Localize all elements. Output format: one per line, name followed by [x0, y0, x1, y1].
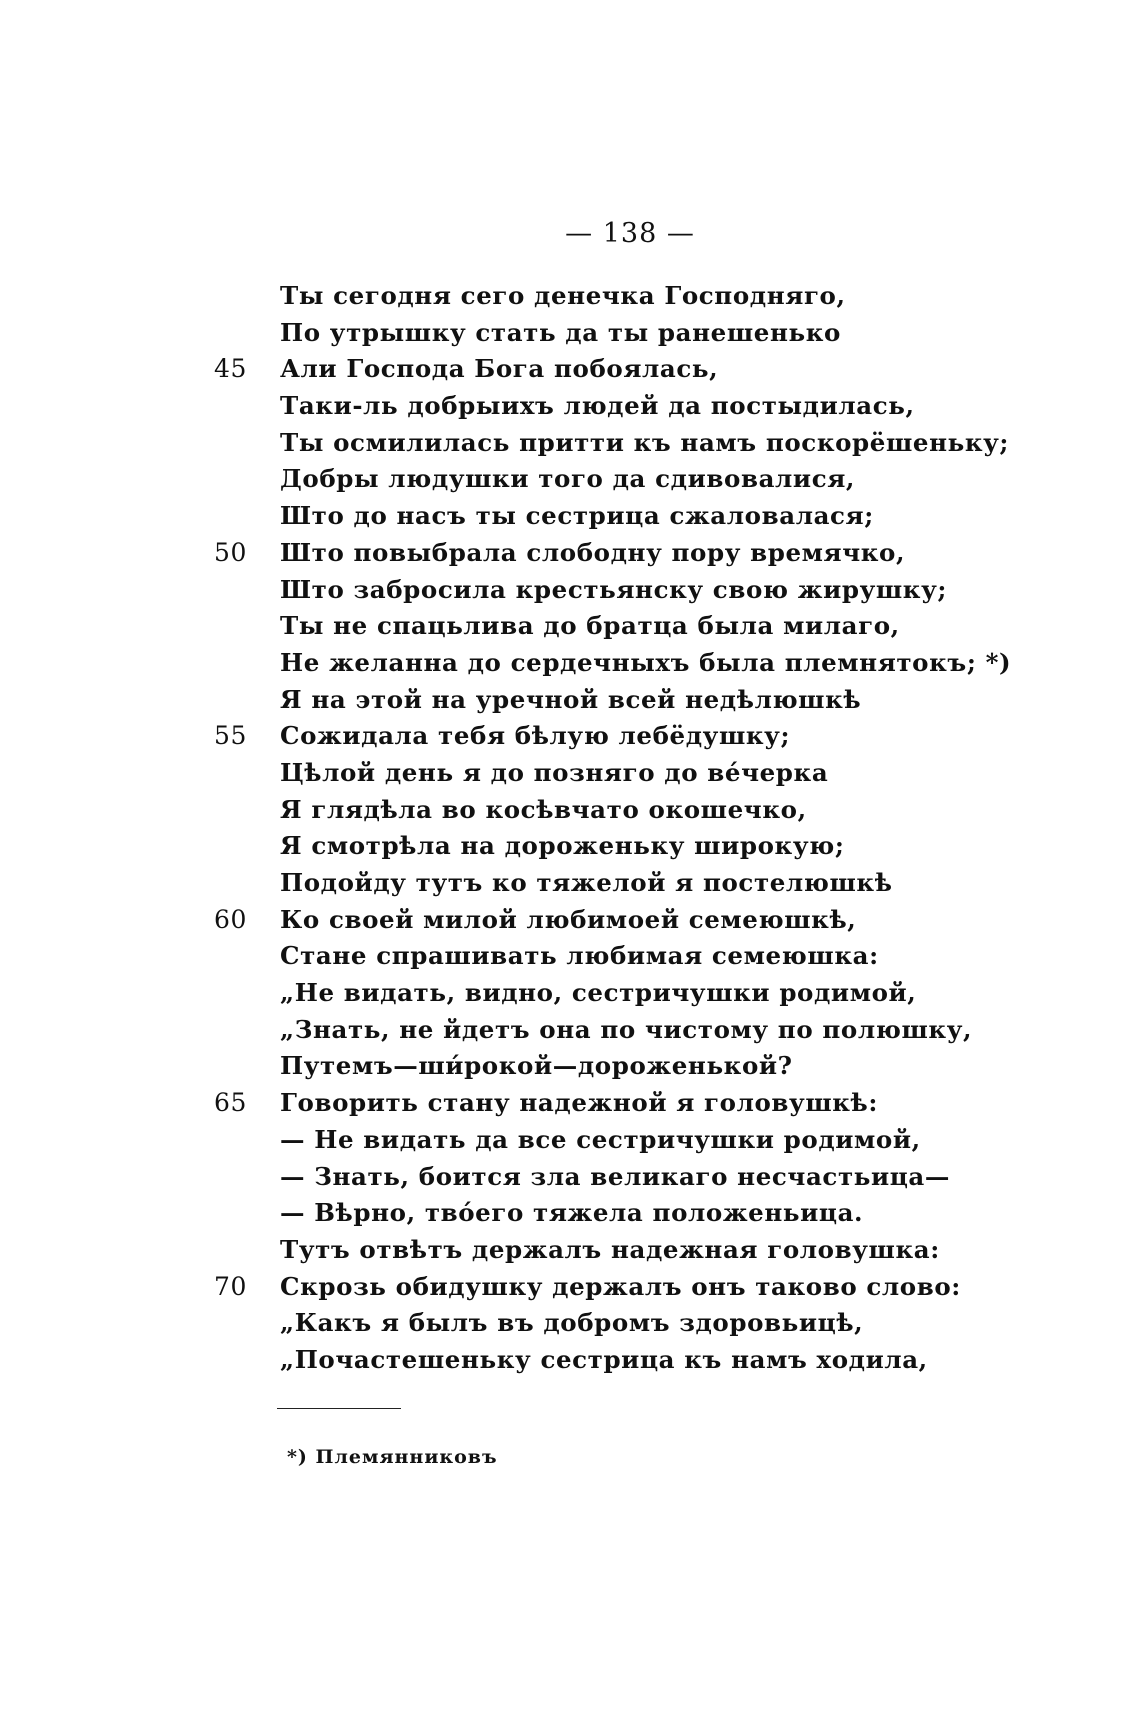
poem-line	[280, 278, 1000, 315]
poem-line	[280, 828, 1000, 865]
poem-line-text: Стане спрашивать любимая семеюшка:	[280, 941, 879, 971]
poem-line	[280, 388, 1000, 425]
poem-line	[280, 682, 1000, 719]
poem-line	[280, 461, 1000, 498]
poem-line	[214, 1085, 1000, 1122]
poem-line-text: Ты осмилилась притти къ намъ поскорёшеньку;	[280, 427, 1010, 457]
poem-line-text: „Не видать, видно, сестричушки родимой,	[280, 978, 917, 1008]
poem-line-text: „Какъ я былъ въ добромъ здоровьицѣ,	[280, 1308, 864, 1338]
poem-line	[280, 1305, 1000, 1342]
poem-line-text: — Не видать да все сестричушки родимой,	[280, 1124, 921, 1154]
poem-line	[280, 315, 1000, 352]
line-number: 45	[214, 354, 248, 384]
poem-line	[280, 975, 1000, 1012]
poem-line-text: Али Господа Бога побоялась,	[280, 354, 719, 384]
poem-line	[280, 1342, 1000, 1379]
poem-line-text: Ты не спацьлива до братца была милаго,	[280, 611, 900, 641]
poem-line	[280, 1195, 1000, 1232]
line-number: 65	[214, 1088, 248, 1118]
poem-line-text: Што до насъ ты сестрица сжаловалася;	[280, 501, 874, 531]
poem-line-text: Я на этой на уречной всей недѣлюшкѣ	[280, 684, 862, 714]
poem-line	[280, 1159, 1000, 1196]
poem-line-text: Говорить стану надежной я головушкѣ:	[280, 1088, 879, 1118]
poem-line-text: Ко своей милой любимоей семеюшкѣ,	[280, 904, 857, 934]
poem-line	[280, 1048, 1000, 1085]
poem-line	[214, 718, 1000, 755]
poem-line	[280, 1012, 1000, 1049]
poem-line-text: Я глядѣла во косѣвчато окошечко,	[280, 794, 807, 824]
poem-line	[214, 351, 1000, 388]
poem-line-text: Цѣлой день я до позняго до вéчерка	[280, 757, 829, 787]
poem-line	[280, 865, 1000, 902]
poem-line-text: Што забросила крестьянску свою жирушку;	[280, 574, 948, 604]
poem-line	[280, 792, 1000, 829]
poem-line	[280, 425, 1010, 462]
line-number: 70	[214, 1271, 248, 1301]
poem-line-text: Добры людушки того да сдивовалися,	[280, 464, 856, 494]
poem-line-text: Не желанна до сердечныхъ была племнятокъ; *)	[280, 647, 1012, 677]
line-number: 55	[214, 721, 248, 751]
poem-line-text: — Знать, боится зла великаго несчастьица—	[280, 1161, 950, 1191]
poem-line-text: „Почастешеньку сестрица къ намъ ходила,	[280, 1344, 928, 1374]
poem-line-text: По утрышку стать да ты ранешенько	[280, 317, 841, 347]
poem-line-text: Путемъ—ши́рокой—дороженькой?	[280, 1051, 793, 1081]
poem-line-text: Сожидала тебя бѣлую лебёдушку;	[280, 721, 791, 751]
poem-line-text: Таки-ль добрыихъ людей да постыдилась,	[280, 391, 915, 421]
poem-line	[280, 498, 1000, 535]
poem-line	[280, 1122, 1000, 1159]
poem-text	[214, 278, 1012, 1379]
poem-line	[280, 1232, 1000, 1269]
poem-line	[214, 535, 1000, 572]
poem-line-text: Ты сегодня сего денечка Господняго,	[280, 281, 846, 310]
footnote-divider	[277, 1408, 401, 1409]
footnote: *) Племянниковъ	[287, 1446, 498, 1468]
poem-line-text: Што повыбрала слободну пору времячко,	[280, 537, 906, 567]
line-number: 60	[214, 904, 248, 934]
poem-line-text: Тутъ отвѣтъ держалъ надежная головушка:	[280, 1234, 940, 1264]
poem-line-text: — Вѣрно, твóего тяжела положеньица.	[280, 1198, 864, 1228]
poem-line-text: Подойду тутъ ко тяжелой я постелюшкѣ	[280, 868, 893, 897]
poem-line	[214, 1269, 1000, 1306]
poem-line	[214, 902, 1000, 939]
poem-line-text: „Знать, не йдетъ она по чистому по полюшку,	[280, 1014, 973, 1044]
poem-line-text: Я смотрѣла на дороженьку широкую;	[280, 831, 845, 861]
poem-line	[280, 755, 1000, 792]
poem-line-text: Скрозь обидушку держалъ онъ таково слово:	[280, 1271, 961, 1301]
page-number: — 138 —	[565, 218, 695, 249]
poem-line	[280, 608, 1000, 645]
poem-line	[280, 572, 1000, 609]
poem-line	[280, 938, 1000, 975]
line-number: 50	[214, 537, 248, 567]
poem-line	[280, 645, 1012, 682]
